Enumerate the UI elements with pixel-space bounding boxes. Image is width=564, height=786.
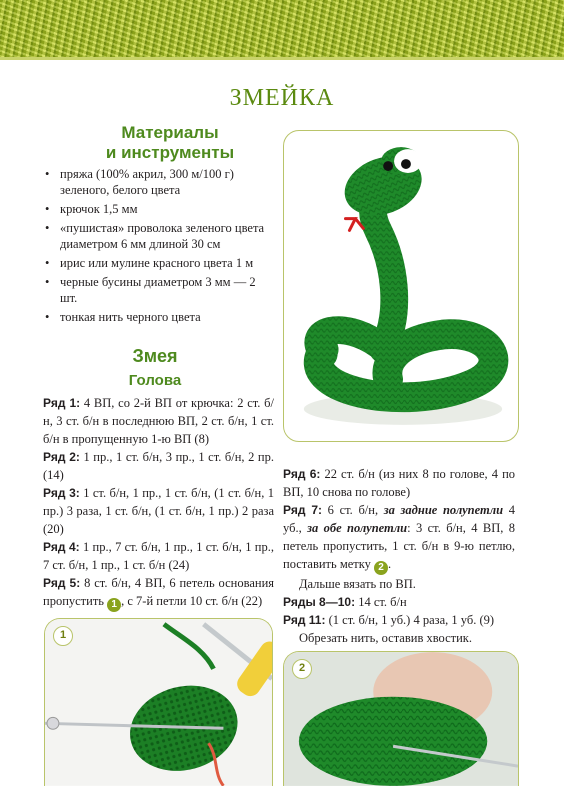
row-instruction — [43, 484, 274, 538]
row-label: Ряд 3: — [43, 486, 80, 500]
section-subtitle: Голова — [128, 372, 182, 389]
row-text: 4 уб., — [283, 503, 516, 535]
row-text: : 3 ст. б/н, 4 ВП, 8 петель пропустить, 1 ст. б/н в 9-ю петлю, поставить метку — [283, 521, 515, 571]
row-label: Ряд 2: — [43, 450, 80, 464]
row-text: (1 ст. б/н, 1 уб.) 4 раза, 1 уб. (9) — [325, 613, 495, 627]
row-text: 22 ст. б/н (из них 8 по голове, 4 по ВП, 10 снова по голове) — [283, 467, 516, 499]
note-text: Дальше вязать по ВП. — [299, 577, 416, 591]
snake-toy-photo — [283, 130, 519, 442]
materials-list — [43, 166, 275, 328]
instructions-right — [283, 465, 515, 647]
step-1-photo — [44, 618, 273, 786]
materials-item: • крючок 1,5 мм — [43, 201, 275, 217]
row-label: Ряды 8—10: — [283, 595, 356, 609]
row-text: 8 ст. б/н, 4 ВП, 6 петель основания пропустить — [43, 576, 275, 608]
row-text: . — [388, 557, 392, 571]
materials-item: • тонкая нить черного цвета — [43, 309, 275, 325]
row-label: Ряд 5: — [43, 576, 81, 590]
row-instruction — [43, 448, 274, 484]
instructions-left — [43, 394, 274, 612]
crochet-oval-illustration — [45, 619, 272, 786]
step-marker-1: 1 — [107, 598, 121, 612]
materials-heading-text: Материалы и инструменты — [105, 123, 235, 162]
step-marker-2: 2 — [374, 561, 388, 575]
row-instruction — [283, 501, 515, 575]
emphasis-text: за обе полупетли — [307, 521, 408, 535]
row-instruction — [43, 394, 274, 448]
step-1-badge: 1 — [53, 626, 73, 646]
emphasis-text: за задние полупетли — [383, 503, 504, 517]
row-label: Ряд 1: — [43, 396, 81, 410]
row-instruction — [43, 574, 274, 612]
row-text: 1 ст. б/н, 1 пр., 1 ст. б/н, (1 ст. б/н, 1 пр.) 3 раза, 1 ст. б/н, (1 ст. б/н, 1 пр.) 2 раза (20) — [43, 486, 275, 536]
crochet-head-illustration — [284, 652, 518, 786]
section-title: Змея — [132, 346, 178, 366]
row-instruction — [43, 538, 274, 574]
materials-heading — [55, 123, 285, 163]
materials-item: • черные бусины диаметром 3 мм — 2 шт. — [43, 274, 275, 306]
materials-item: • пряжа (100% акрил, 300 м/100 г) зеленого, белого цвета — [43, 166, 275, 198]
snake-illustration — [284, 131, 518, 441]
row-instruction — [283, 465, 515, 501]
row-label: Ряд 4: — [43, 540, 80, 554]
page-title: ЗМЕЙКА — [229, 85, 335, 111]
row-text: 1 пр., 7 ст. б/н, 1 пр., 1 ст. б/н, 1 пр., 7 ст. б/н, 1 пр., 1 ст. б/н (24) — [43, 540, 274, 572]
row-text: 4 ВП, со 2-й ВП от крючка: 2 ст. б/н, 3 ст. б/н в последнюю ВП, 2 ст. б/н, 1 ст. б/н в пропущенную 1-ю ВП (8) — [43, 396, 275, 446]
step-2-photo — [283, 651, 519, 786]
row-text: 6 ст. б/н, — [322, 503, 384, 517]
materials-item: • ирис или мулине красного цвета 1 м — [43, 255, 275, 271]
row-instruction — [283, 611, 515, 629]
materials-item: • «пушистая» проволока зеленого цвета диаметром 6 мм длиной 30 см — [43, 220, 275, 252]
row-text: 1 пр., 1 ст. б/н, 3 пр., 1 ст. б/н, 2 пр. (14) — [43, 450, 274, 482]
note-text: Обрезать нить, оставив хвостик. — [299, 631, 472, 645]
row-label: Ряд 7: — [283, 503, 323, 517]
top-yarn-banner — [0, 0, 564, 60]
row-text: 14 ст. б/н — [355, 595, 407, 609]
row-label: Ряд 6: — [283, 467, 321, 481]
row-text: , с 7-й петли 10 ст. б/н (22) — [121, 594, 263, 608]
step-2-badge: 2 — [292, 659, 312, 679]
row-instruction — [283, 593, 515, 611]
row-label: Ряд 11: — [283, 613, 326, 627]
